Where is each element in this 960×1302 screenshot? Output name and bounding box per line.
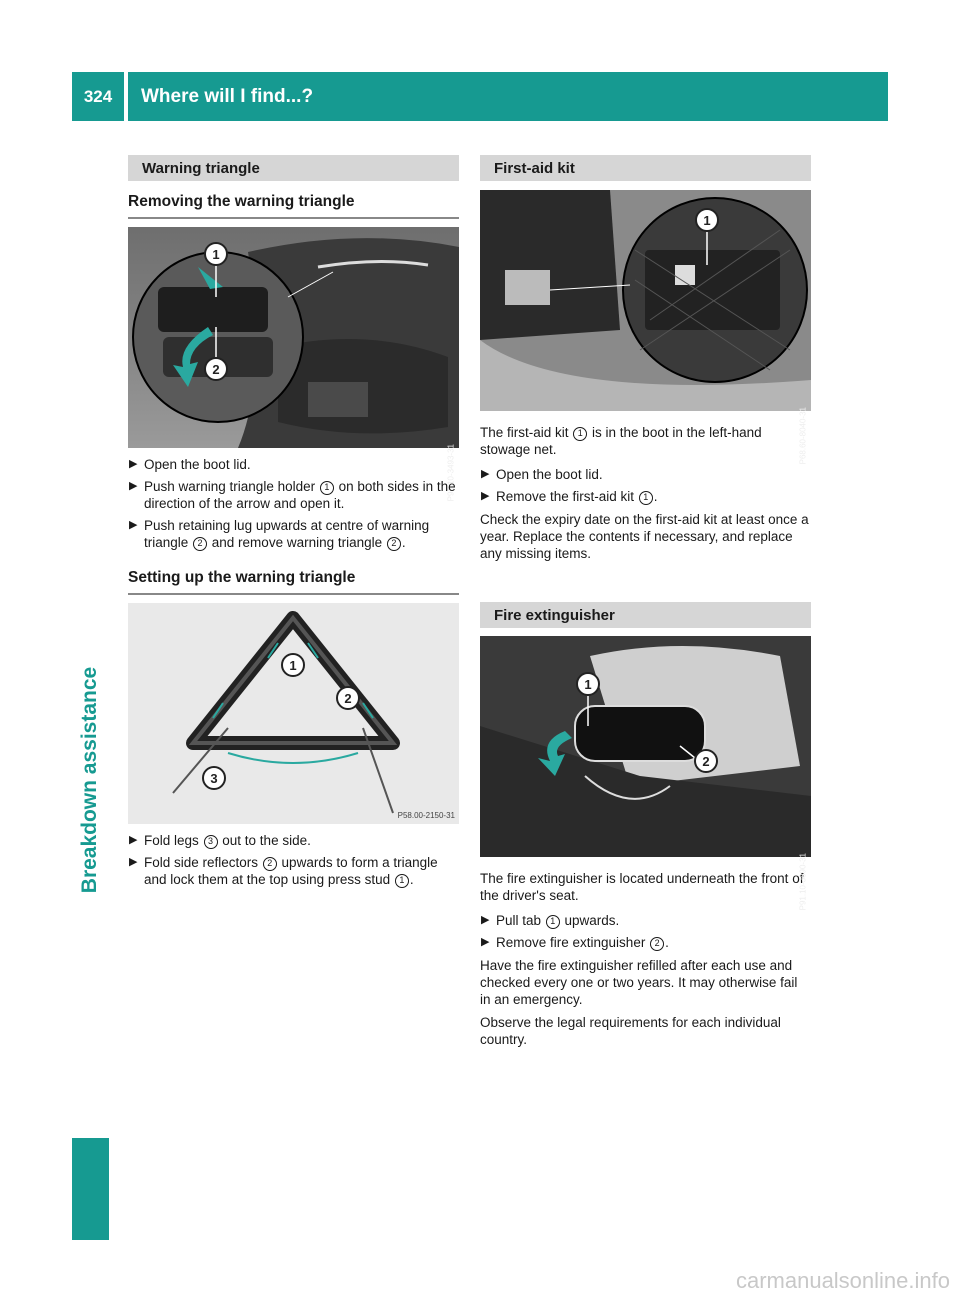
callout-1: 1 bbox=[289, 658, 297, 673]
step-arrow-icon: ▶ bbox=[129, 480, 138, 492]
instruction-step: ▶ Fold side reflectors 2 upwards to form a triangle and lock them at the top using press stud 1 . bbox=[129, 855, 438, 887]
step-arrow-icon: ▶ bbox=[481, 468, 490, 480]
first-aid-note: Check the expiry date on the first-aid kit at least once a year. Replace the contents if necessary, and replace any missing items. bbox=[480, 512, 809, 561]
section-title-first-aid: First-aid kit bbox=[480, 155, 811, 181]
instruction-step: ▶ Push retaining lug upwards at centre of warning triangle 2 and remove warning triangle 2 . bbox=[129, 518, 430, 550]
step-arrow-icon: ▶ bbox=[129, 519, 138, 531]
side-tab-marker bbox=[72, 1138, 109, 1240]
figure-code: P91.10-3493-31 bbox=[446, 444, 455, 502]
callout-marker: 2 bbox=[650, 937, 664, 951]
fire-note-1: Have the fire extinguisher refilled after each use and checked every one or two years. It may otherwise fail in an emergency. bbox=[480, 958, 798, 1007]
callout-2: 2 bbox=[344, 691, 352, 706]
step-arrow-icon: ▶ bbox=[481, 490, 490, 502]
callout-3: 3 bbox=[210, 771, 218, 786]
steps-first-aid bbox=[480, 466, 811, 505]
figure-code: P58.00-2150-31 bbox=[397, 811, 455, 820]
page-number: 324 bbox=[72, 72, 124, 121]
callout-marker: 1 bbox=[639, 491, 653, 505]
callout-marker: 2 bbox=[193, 537, 207, 551]
callout-1: 1 bbox=[584, 677, 592, 692]
fire-extinguisher-illustration bbox=[480, 636, 811, 857]
instruction-step: ▶ Pull tab 1 upwards. bbox=[481, 913, 620, 928]
instruction-step: ▶ Push warning triangle holder 1 on both sides in the direction of the arrow and open it. bbox=[129, 479, 456, 511]
sidebar-label: Breakdown assistance bbox=[78, 666, 101, 894]
heading-removing: Removing the warning triangle bbox=[128, 193, 459, 219]
callout-marker: 1 bbox=[395, 874, 409, 888]
step-arrow-icon: ▶ bbox=[129, 834, 138, 846]
chapter-title: Where will I find...? bbox=[128, 72, 888, 121]
step-arrow-icon: ▶ bbox=[129, 458, 138, 470]
fire-intro: The fire extinguisher is located underneath the front of the driver's seat. bbox=[480, 871, 804, 903]
callout-marker: 2 bbox=[263, 857, 277, 871]
callout-marker: 1 bbox=[546, 915, 560, 929]
instruction-step: ▶ Fold legs 3 out to the side. bbox=[129, 833, 311, 848]
instruction-step: ▶ Open the boot lid. bbox=[481, 467, 603, 482]
callout-1: 1 bbox=[212, 247, 220, 262]
section-title-warning-triangle: Warning triangle bbox=[128, 155, 459, 181]
figure-code: P68.60-8040-31 bbox=[798, 407, 807, 465]
triangle-illustration bbox=[128, 603, 459, 824]
callout-2: 2 bbox=[212, 362, 220, 377]
callout-marker: 1 bbox=[573, 427, 587, 441]
steps-removing bbox=[128, 456, 459, 551]
instruction-step: ▶ Remove fire extinguisher 2 . bbox=[481, 935, 669, 950]
watermark: carmanualsonline.info bbox=[735, 1268, 950, 1293]
figure-code: P91.10-3890-31 bbox=[798, 853, 807, 911]
step-arrow-icon: ▶ bbox=[129, 856, 138, 868]
callout-marker: 3 bbox=[204, 835, 218, 849]
figure-setting-up-triangle bbox=[128, 603, 459, 824]
callout-2: 2 bbox=[702, 754, 710, 769]
heading-setting-up: Setting up the warning triangle bbox=[128, 569, 459, 595]
boot-illustration bbox=[128, 227, 459, 448]
section-title-fire-extinguisher: Fire extinguisher bbox=[480, 602, 811, 628]
instruction-step: ▶ Remove the first-aid kit 1 . bbox=[481, 489, 658, 504]
callout-marker: 2 bbox=[387, 537, 401, 551]
first-aid-illustration bbox=[480, 190, 811, 411]
steps-setting-up bbox=[128, 832, 459, 888]
step-arrow-icon: ▶ bbox=[481, 936, 490, 948]
instruction-step: ▶ Open the boot lid. bbox=[129, 457, 251, 472]
left-column bbox=[128, 155, 459, 893]
callout-marker: 1 bbox=[320, 481, 334, 495]
right-column bbox=[480, 155, 811, 1048]
fire-note-2: Observe the legal requirements for each individual country. bbox=[480, 1015, 781, 1047]
callout-1: 1 bbox=[703, 213, 711, 228]
first-aid-intro: The first-aid kit 1 is in the boot in the left-hand stowage net. bbox=[480, 425, 762, 457]
step-arrow-icon: ▶ bbox=[481, 914, 490, 926]
steps-fire-extinguisher bbox=[480, 912, 811, 951]
